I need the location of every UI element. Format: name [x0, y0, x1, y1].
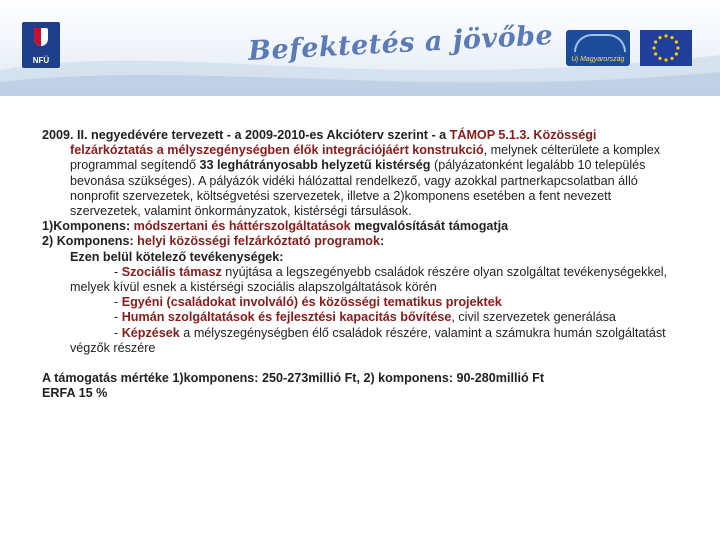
- coat-of-arms-icon: [34, 28, 48, 46]
- header-banner: [0, 0, 720, 96]
- uj-magyarorszag-logo-text: Új Magyarország: [571, 56, 625, 63]
- paragraph-component-2: 2) Komponens: helyi közösségi felzárkóztató programok:: [42, 234, 385, 249]
- list-item: - Szociális támasz nyújtása a legszegényebb családok részére olyan szolgáltat tevékenységekkel, melyek kívül esnek a kistérségi szociális alapszolgáltatások körén: [70, 264, 668, 295]
- slogan: Befektetés a jövőbe: [247, 20, 554, 67]
- paragraph-component-1: 1)Komponens: módszertani és háttérszolgáltatások megvalósítását támogatja: [42, 219, 509, 234]
- eu-flag-logo: [640, 30, 692, 66]
- paragraph-mandatory-activities: Ezen belül kötelező tevékenységek:: [70, 249, 284, 264]
- bridge-arc-icon: [574, 34, 626, 52]
- list-item: - Egyéni (családokat involváló) és közösségi tematikus projektek: [114, 295, 502, 310]
- eu-star-icon: [670, 36, 673, 39]
- eu-star-icon: [675, 52, 678, 55]
- paragraph-intro: 2009. II. negyedévére tervezett - a 2009-2010-es Akcióterv szerint - a TÁMOP 5.1.3. Közösségi felzárkóztatás a mélyszegénységben élők integrációjáért konstrukció, melynek célterülete a komplex programmal segítendő 33 leghátrányosabb helyzetű kistérség (pályázatonként legalább 10 település bevonása szükséges). A pályázók vidéki hálózattal rendelkező, vagy azokkal partnerkapcsolatban álló nonprofit szervezetek, költségvetési szervezetek, illetve a 2)komponens esetében a fent nevezett szervezetek, valamint önkormányzatok, kistérségi társulások.: [42, 128, 661, 219]
- eu-star-icon: [670, 57, 673, 60]
- paragraph-funding: A támogatás mértéke 1)komponens: 250-273millió Ft, 2) komponens: 90-280millió Ft: [42, 371, 545, 386]
- eu-star-icon: [675, 40, 678, 43]
- nfu-logo: [22, 22, 60, 68]
- eu-star-icon: [658, 57, 661, 60]
- eu-star-icon: [664, 58, 667, 61]
- document-body: [42, 128, 682, 401]
- list-item: - Humán szolgáltatások és fejlesztési kapacitás bővítése, civil szervezetek generálása: [114, 310, 616, 325]
- spacer: [42, 356, 682, 371]
- eu-star-icon: [654, 52, 657, 55]
- uj-magyarorszag-logo: [566, 30, 630, 66]
- eu-star-icon: [658, 36, 661, 39]
- eu-stars-icon: [640, 30, 692, 66]
- eu-star-icon: [654, 40, 657, 43]
- eu-star-icon: [676, 46, 679, 49]
- list-item: - Képzések a mélyszegénységben élő családok részére, valamint a számukra humán szolgáltatást végzők részére: [70, 325, 666, 355]
- paragraph-erfa: ERFA 15 %: [42, 386, 108, 401]
- nfu-logo-text: NFÜ: [32, 56, 50, 65]
- eu-star-icon: [664, 34, 667, 37]
- eu-star-icon: [652, 46, 655, 49]
